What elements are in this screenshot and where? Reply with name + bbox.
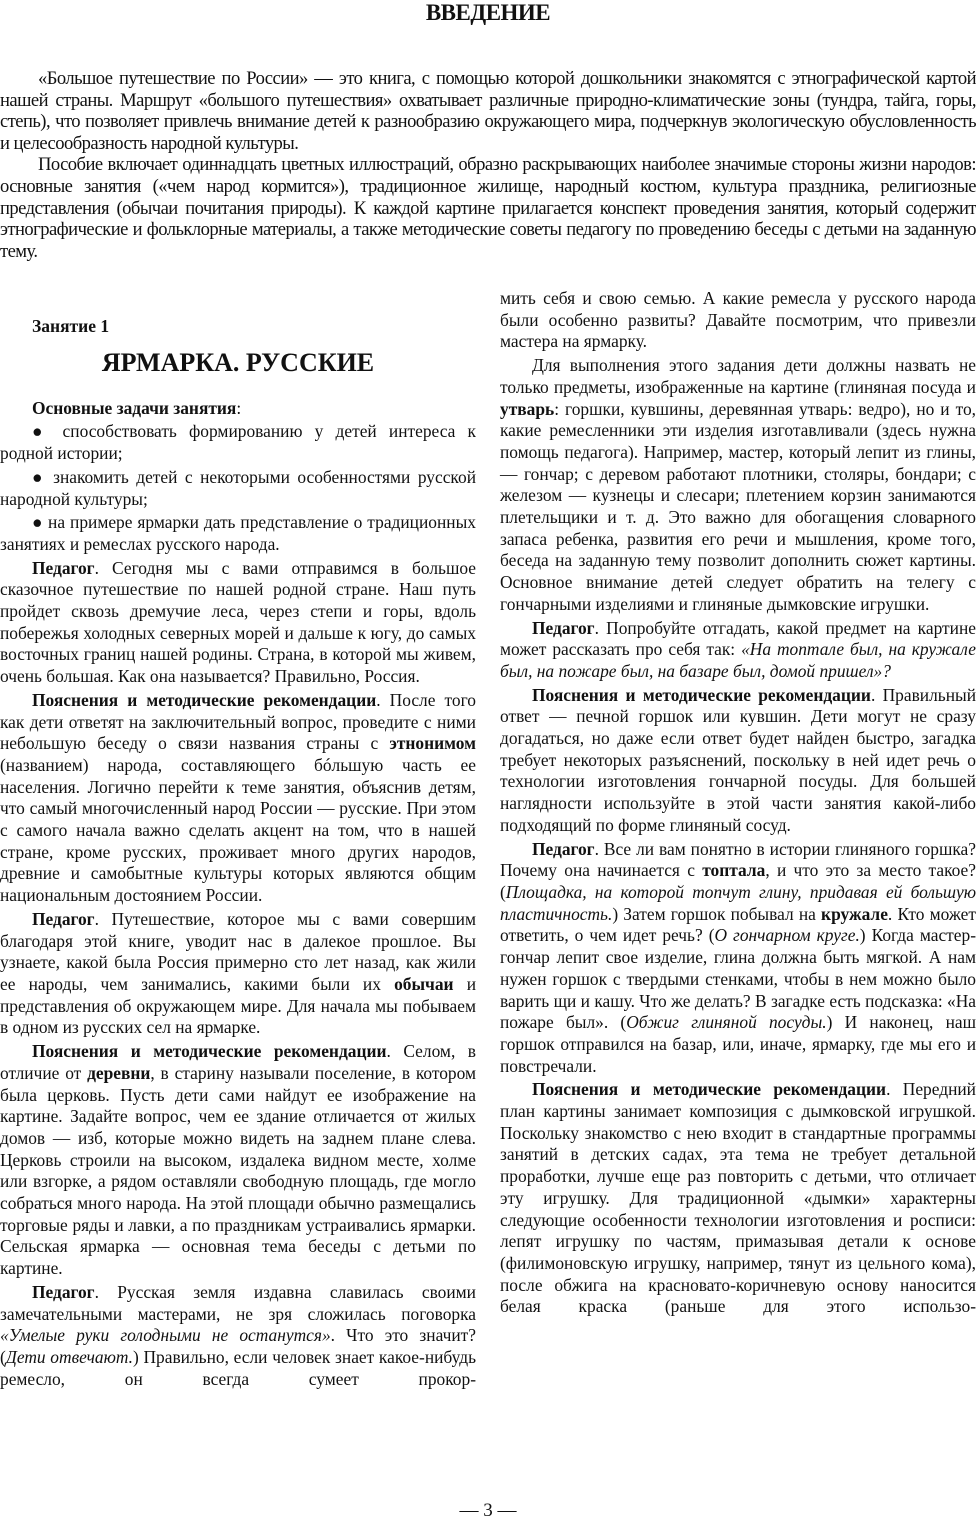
text-run: . После того как дети ответят на заключительный вопрос, проведите с ними небольшую беседу о связи названия страны с [0, 689, 476, 754]
bold-text: Основные задачи занятия [32, 397, 237, 418]
paragraph [0, 512, 476, 555]
paragraph [500, 839, 976, 1078]
paragraph [500, 1079, 976, 1318]
bold-text: Пояснения и методические рекомендации [532, 1079, 887, 1100]
text-run: мить себя и свою семью. А какие ремесла у русского народа были особенно развиты? Давайте посмотрим, что привезли мастера на ярмарку. [500, 288, 976, 352]
text-run: Для выполнения этого задания дети должны назвать не только предметы, изображенные на картине (глиняная посуда и [500, 355, 976, 397]
text-run: и представления об окружающем мире. Для начала мы побываем в одном из русских сел на ярмарке. [0, 973, 477, 1038]
intro-text [0, 68, 976, 262]
italic-text: Дети отвечают. [5, 1346, 133, 1367]
bold-text: кружале [821, 903, 888, 924]
paragraph [0, 467, 476, 510]
paragraph [0, 1282, 476, 1391]
text-run: ) Правильно, если человек знает какое-нибудь ремесло, он всегда сумеет прокор- [0, 1346, 476, 1389]
text-run: . Что это значит? ( [0, 1325, 476, 1367]
text-run: . Русская земля издавна славилась своими замечательными мастерами, не зря сложилась поговорка [0, 1281, 476, 1324]
bold-text: Пояснения и методические рекомендации [532, 684, 871, 705]
paragraph [0, 154, 976, 262]
lesson-title: ЯРМАРКА. РУССКИЕ [101, 347, 375, 377]
lesson-number: Занятие 1 [32, 316, 110, 336]
bold-text: Пояснения и методические рекомендации [32, 689, 377, 710]
text-run: «Большое путешествие по России» — это книга, с помощью которой дошкольники знакомятся с этнографической картой нашей страны. Маршрут «большого путешествия» охватывает различные природно-климатические зоны (тундра, тайга, горы, степь), что позволяет привлечь внимание детей к разнообразию окружающего мира, подчеркнув экологическую обусловленность и целесообразность народной культуры. [0, 68, 976, 154]
paragraph [500, 288, 976, 353]
paragraph [500, 685, 976, 837]
left-column [0, 316, 476, 1392]
italic-text: Обжиг глиняной посуды. [626, 1012, 827, 1033]
text-run: ) Затем горшок побывал на [612, 903, 822, 924]
text-run: ● на примере ярмарки дать представление о традиционных занятиях и ремеслах русского народа. [0, 512, 476, 554]
text-run: ● способствовать формированию у детей интереса к родной истории; [0, 421, 476, 464]
text-run: ● знакомить детей с некоторыми особенностями русской народной культуры; [0, 466, 476, 509]
italic-text: «На топтале был, на кружале был, на пожаре был, на базаре был, домой пришел»? [500, 639, 976, 681]
paragraph [500, 618, 976, 683]
text-run: . Путешествие, которое мы с вами совершим благодаря этой книге, уводит нас в далекое прошлое. Вы узнаете, какой была Россия примерно сто лет назад, как жили ее народы, чем занимались, какими были их [0, 908, 476, 994]
italic-text: О гончарном круге. [714, 925, 860, 946]
text-run: (названием) народа, составляющего бóльшую часть ее населения. Логично перейти к теме занятия, объяснив детям, что самый многочисленный народ России — русские. При этом с самого начала важно сделать акцент на том, что в нашей стране, кроме русских, проживает много других народов, древние и самобытные культуры которых являются общим национальным достоянием России. [0, 754, 476, 906]
text-run: . Сегодня мы с вами отправимся в большое сказочное путешествие по нашей родной стране. Наш путь пройдет сквозь дремучие леса, через степи и горы, вдоль побережья холодных северных морей и дальше к югу, до самых восточных границ нашей родины. Страна, в которой мы живем, очень большая. Как она называется? Правильно, Россия. [0, 557, 476, 687]
intro-title: ВВЕДЕНИЕ [425, 0, 551, 25]
bold-text: Пояснения и методические рекомендации [32, 1041, 387, 1062]
text-run: . Селом, в отличие от [0, 1041, 476, 1083]
bold-text: деревни [87, 1062, 151, 1083]
bold-text: Педагог [532, 617, 595, 638]
right-column [500, 288, 976, 1320]
text-run: Пособие включает одиннадцать цветных иллюстраций, образно раскрывающих наиболее значимые стороны жизни народов: основные занятия («чем народ кормится»), традиционное жилище, народный костюм, культура праздника, религиозные представления (обычаи почитания природы). К каждой картине прилагается конспект проведения занятия, который содержит этнографические и фольклорные материалы, а также методические советы педагогу по проведению беседы с детьми на заданную тему. [0, 154, 976, 262]
paragraph [0, 421, 476, 464]
bold-text: этнонимом [389, 733, 476, 754]
paragraph [0, 398, 476, 420]
paragraph [0, 1041, 476, 1280]
bold-text: Педагог [532, 838, 595, 859]
paragraph [500, 355, 976, 615]
text-run: . Передний план картины занимает композиция с дымковской игрушкой. Поскольку знакомство с нею входит в стандартные программы занятий в детских садах, эта тема не требует детальной проработки, лучше еще раз повторить с детьми, что отличает эту игрушку. Для традиционной «дымки» характерны следующие особенности технологии изготовления и росписи: лепят игрушку по частям, примазывая детали к основе (филимоновскую игрушку, например, тянут из цельного кома), после обжига на красновато-коричневую основу наносится белая краска (раньше для этого использо- [500, 1079, 976, 1317]
paragraph [0, 68, 976, 154]
text-run: . Правильный ответ — печной горшок или кувшин. Дети могут не сразу догадаться, но даже если ответ будет найден быстро, загадка требует некоторых разъяснений, поскольку в ней идет речь о технологии изготовления гончарной посуды. Для большей наглядности используйте в этой части занятия какой-либо подходящий по форме глиняный сосуд. [500, 684, 976, 835]
text-run: : горшки, кувшины, деревянная утварь: ведро), но и то, какие ремесленники эти изделия изготавливали (здесь нужна помощь педагога). Например, мастер, который лепит из глины, — гончар; с деревом работают плотники, столяры, бондари; с железом — кузнецы и слесари; плетением корзин занимаются плетельщики и т. д. Это важно для обогащения словарного запаса ребенка, развития его речи и мышления, кроме того, беседа на заданную тему позволит дополнить сюжет картины. Основное внимание детей следует обратить на телегу с гончарными изделиями и глиняные дымковские игрушки. [500, 398, 976, 614]
text-run: . Все ли вам понятно в истории глиняного горшка? Почему она начинается с [500, 838, 976, 881]
text-run: ) И наконец, наш горшок отправился на базар, или, иначе, ярмарку, где мы его и повстречали. [500, 1012, 976, 1076]
text-run: ) Когда мастер-гончар лепит свое изделие, глина должна быть мягкой. А нам нужен горшок с твердыми стенками, чтобы в нем можно было варить щи и кашу. Что же делать? В загадке есть подсказка: «На пожаре был». ( [500, 925, 976, 1033]
paragraph [0, 690, 476, 907]
page-number: — 3 — [459, 1500, 517, 1521]
paragraph [0, 909, 476, 1039]
text-run: . Кто может ответить, о чем идет речь? ( [500, 903, 976, 946]
bold-text: утварь [500, 398, 555, 419]
paragraph [0, 558, 476, 688]
text-run: , и что это за место такое? ( [500, 860, 976, 902]
bold-text: Педагог [32, 557, 95, 578]
text-run: , в старину называли поселение, в котором была церковь. Пусть дети сами найдут ее изображение на картине. Задайте вопрос, чем ее здание отличается от жилых домов — изб, которые можно видеть на заднем плане слева. Церковь строили на высоком, издалека видном месте, холме или взгорке, а рядом оставляли свободную площадь, где могло собраться много народа. На этой площади обычно размещались торговые ряды и лавки, а по праздникам устраивались ярмарки. Сельская ярмарка — основная тема беседы с детьми по картине. [0, 1062, 476, 1279]
italic-text: Площадка, на которой топчут глину, придавая ей большую пластичность. [500, 881, 976, 924]
bold-text: Педагог [32, 1281, 95, 1302]
italic-text: «Умелые руки голодными не останутся» [0, 1325, 331, 1346]
bold-text: обычаи [394, 973, 454, 994]
text-run: : [236, 397, 242, 418]
bold-text: топтала [702, 860, 766, 881]
bold-text: Педагог [32, 908, 95, 929]
text-run: . Попробуйте отгадать, какой предмет на картине может рассказать про себя так: [500, 617, 976, 660]
